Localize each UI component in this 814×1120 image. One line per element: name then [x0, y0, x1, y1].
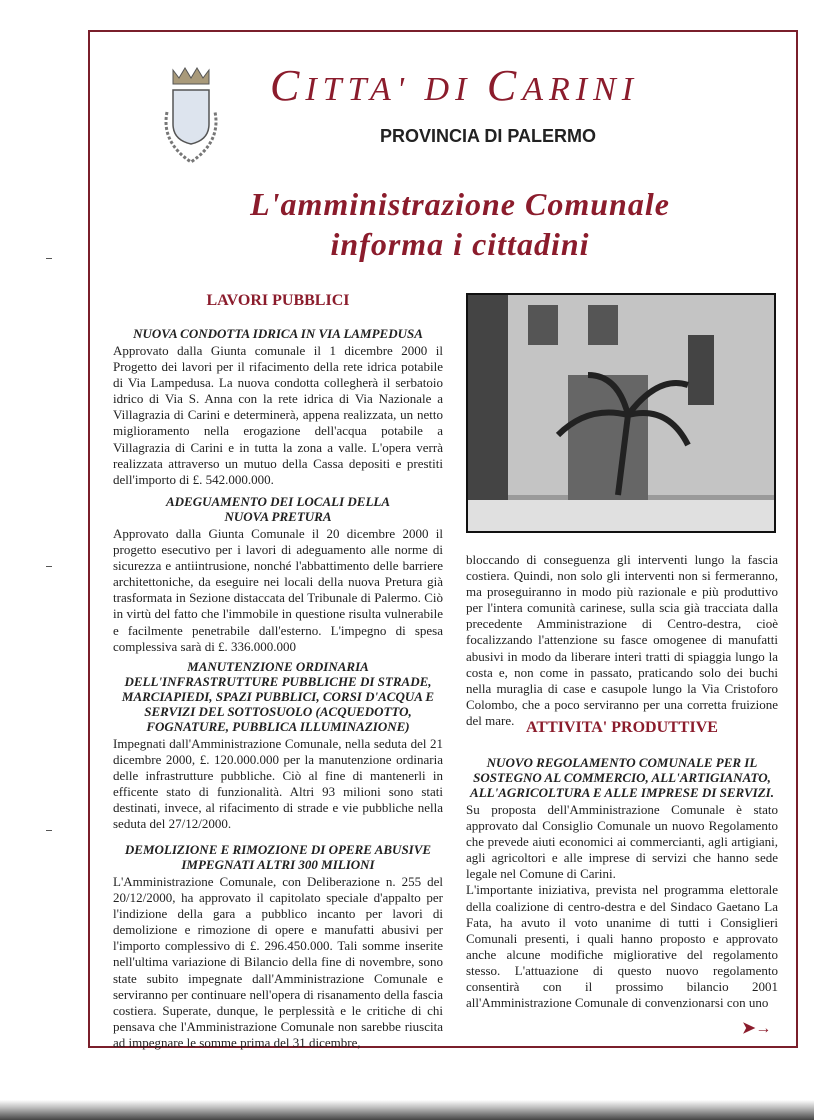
article-body: Impegnati dall'Amministrazione Comunale, nella seduta del 21 dicembre 2000, £. 120.000.000 per la manutenzione ordinaria delle infrastrutture pubbliche. Ciò al fine di mantenerli in efficente stato di funzionalità. Altri 93 milioni sono stati destinati, invece, al rifacimento di strade e vie pubbliche nella seduta del 27/12/2000. — [113, 736, 443, 832]
article-body: L'importante iniziativa, prevista nel programma elettorale della coalizione di centro-destra e del Sindaco Gaetano La Fata, ha avuto il voto unanime di tutti i Consiglieri Comunali presenti, i quali hanno proposto e approvato anche alcune modifiche migliorative del regolamento stesso. L'attuazione di questo nuovo regolamento consentirà con il prossimo bilancio 2001 all'Amministrazione Comunale di convenzionarsi con uno — [466, 882, 778, 1011]
article-heading: NUOVA CONDOTTA IDRICA IN VIA LAMPEDUSA — [133, 326, 423, 341]
city-title: CITTA' DI CARINI — [270, 61, 640, 110]
article-heading: NUOVO REGOLAMENTO COMUNALE PER IL SOSTEGNO AL COMMERCIO, ALL'ARTIGIANATO, ALL'AGRICOLTURA E ALLE IMPRESE DI SERVIZI. — [470, 755, 774, 800]
article-body: Approvato dalla Giunta comunale il 1 dicembre 2000 il Progetto dei lavori per il rifacimento della rete idrica potabile di Via Lampedusa. La nuova condotta collegherà il serbatoio idrico di Via S. Anna con la rete idrica di Via Nazionale a Villagrazia di Carini e determinerà, appena realizzata, un netto miglioramento nella erogazione dell'acqua potabile a Villagrazia di Carini e in tutta la zona a valle. L'opera verrà realizzata attraverso un mutuo della Cassa depositi e prestiti dell'importo di £. 542.000.000. — [113, 343, 443, 487]
article-body: L'Amministrazione Comunale, con Deliberazione n. 255 del 20/12/2000, ha approvato il capitolato speciale d'appalto per l'indizione della gara a pubblico incanto per lavori di demolizione e rimozione di opere e manufatti abusivi per l'importo complessivo di £. 296.450.000. Tali somme inserite nell'ultima variazione di Bilancio della fine di novembre, sono state subito impegnate dall'Amministrazione Comunale e serviranno per continuare nell'opera di risanamento della fascia costiera. Superate, dunque, le perplessità e le critiche di chi pensava che l'Amministrazione Comunale non sarebbe riuscita ad impegnare le somme prima del 31 dicembre, — [113, 874, 443, 1050]
article — [113, 842, 443, 1051]
province-label: PROVINCIA DI PALERMO — [380, 126, 597, 146]
article-body: Su proposta dell'Amministrazione Comunale è stato approvato dal Consiglio Comunale un nuovo Regolamento che prevede aiuti economici ai commercianti, agli artigiani, agli agricoltori e alle imprese di servizi che hanno sede legale nel Comune di Carini. — [466, 802, 778, 882]
double-arrow-right-icon: ➤→ — [742, 1020, 772, 1037]
headline — [120, 184, 800, 264]
scan-edge — [0, 1100, 814, 1120]
article-continuation: bloccando di conseguenza gli interventi lungo la fascia costiera. Quindi, non solo gli interventi non si fermeranno, ma proseguiranno in modo più razionale e più produttivo per l'intera comunità carinese, sulla scia già tracciata dalla precedente Amministrazione di Centro-destra, cioè focalizzando l'attenzione su fasce omogenee di manufatti abusivi in modo da liberare interi tratti di spiaggia lungo la costa e, non come in passato, praticando solo dei buchi nella muraglia di case e casupole lungo la Via Cristoforo Colombo, che a poco serviranno per una corretta fruizione del mare. — [466, 552, 778, 728]
coat-of-arms-icon — [155, 66, 227, 170]
scan-mark — [46, 566, 52, 567]
article — [466, 755, 778, 1011]
article-heading: MANUTENZIONE ORDINARIA DELL'INFRASTRUTTURE PUBBLICHE DI STRADE, MARCIAPIEDI, SPAZI PUBBLICI, CORSI D'ACQUA E SERVIZI DEL SOTTOSUOLO (ACQUEDOTTO, FOGNATURE, PUBBLICA ILLUMINAZIONE) — [121, 659, 435, 734]
town-hall-photo — [466, 293, 776, 533]
scan-mark — [46, 830, 52, 831]
section-title-lavori-pubblici: LAVORI PUBBLICI — [206, 292, 350, 309]
article-heading: DEMOLIZIONE E RIMOZIONE DI OPERE ABUSIVE IMPEGNATI ALTRI 300 MILIONI — [124, 842, 432, 872]
article — [113, 326, 443, 488]
article-body: Approvato dalla Giunta Comunale il 20 dicembre 2000 il progetto esecutivo per i lavori di adeguamento alle norme di sicurezza e antiintrusione, nonché l'abbattimento delle barriere architettoniche, da eseguire nei locali della nuova Pretura già trasformata in Sezione distaccata del Tribunale di Palermo. Ciò in virtù del fatto che l'immobile in questione risulta vulnerabile e facilmente penetrabile dall'esterno. L'impegno di spesa complessiva sarà di £. 336.000.000 — [113, 526, 443, 654]
section-title-attivita-produttive: ATTIVITA' PRODUTTIVE — [526, 719, 718, 736]
article-heading: ADEGUAMENTO DEI LOCALI DELLA NUOVA PRETURA — [165, 494, 391, 524]
scan-mark — [46, 258, 52, 259]
headline-line-2: informa i cittadini — [330, 226, 590, 262]
article — [113, 659, 443, 833]
article — [113, 494, 443, 655]
headline-line-1: L'amministrazione Comunale — [250, 186, 670, 222]
